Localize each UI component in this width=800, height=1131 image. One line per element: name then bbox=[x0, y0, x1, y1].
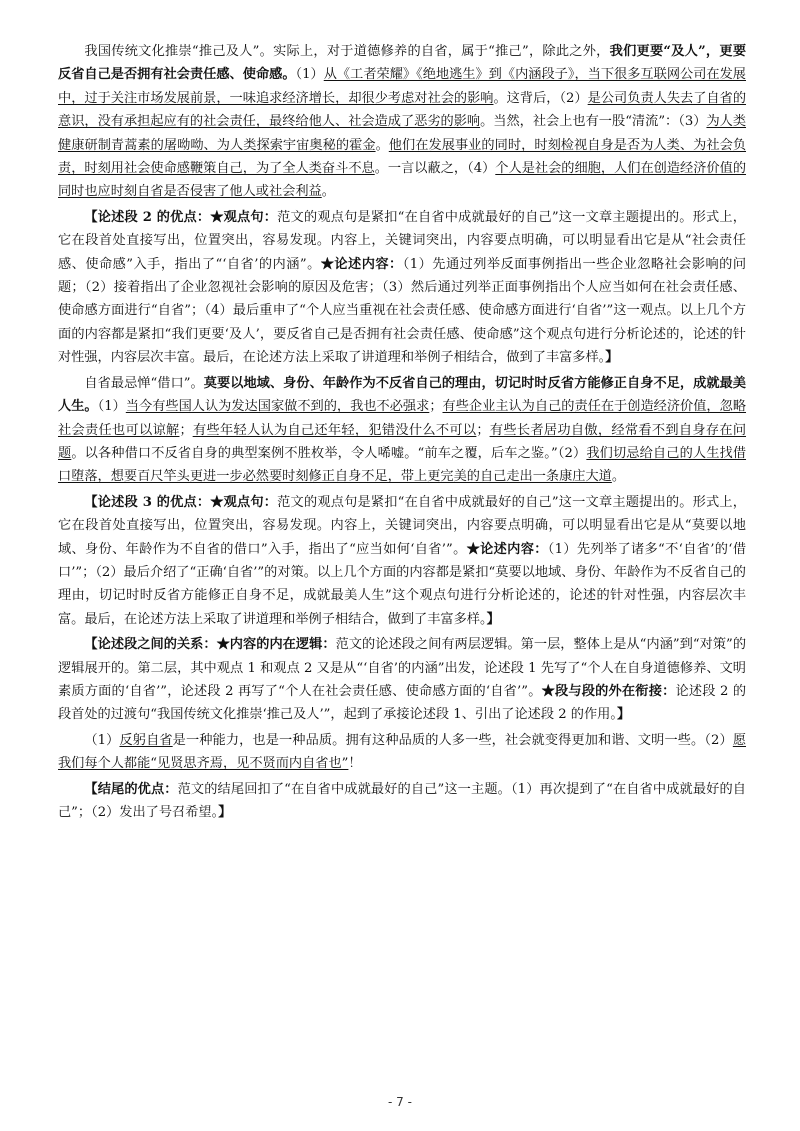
text-run: （1）先通过列举反面事例指出一些企业忽略社会影响的问题；（2）接着指出了企业忽视社会影响的原因及危害；（3）然后通过列举正面事例指出个人应当如何在社会责任感、使命感方面进行“自省”；（4）最后重申了“个人应当重视在社会责任感、使命感方面进行‘自省’”这一观点。以上几个方面的内容都是紧扣“我们更要‘及人’，要反省自己是否拥有社会责任感、使命感”这个观点句进行分析论述的，论述的针对性强，内容层次丰富。最后，在论述方法上采取了讲道理和举例子相结合，做到了丰富多样。 bbox=[58, 256, 747, 366]
paragraph-argument-3 bbox=[58, 372, 746, 489]
text-run: 。 bbox=[375, 137, 389, 153]
text-run: 范文的观点句是紧扣“在自省中成就最好的自己”这一文章主题提出的。形式上，它在段首处直接写出，位置突出，容易发现。内容上，关键词突出，内容要点明确，可以明显看出它是从“莫要以地域、身份、年龄作为不自省的借口”入手，指出了“应当如何‘自省’”。 bbox=[58, 494, 746, 557]
text-run: ； bbox=[179, 422, 193, 438]
paragraph-conclusion bbox=[58, 729, 746, 776]
text-run: 论述段 2 的段首处的过渡句“我国传统文化推崇‘推己及人’”，起到了承接论述段 1、引出了论述段 2 的作用。 bbox=[58, 683, 747, 723]
bold-text-run: 】 bbox=[218, 805, 232, 820]
bold-text-run: 】 bbox=[605, 350, 619, 366]
underlined-text-run: 反躬自省 bbox=[119, 732, 173, 748]
bold-text-run: 】 bbox=[616, 707, 631, 723]
bold-text-run: ★段与段的外在衔接： bbox=[541, 683, 676, 699]
document-body bbox=[58, 40, 746, 824]
text-run: （1） bbox=[84, 732, 120, 748]
text-run: 自省最忌惮“借口”。 bbox=[84, 375, 204, 391]
text-run: 范文的结尾回扣了“在自省中成就最好的自己”这一主题。（1）再次提到了“在自省中成就最好的自己”；（2）发出了号召希望。 bbox=[58, 781, 746, 820]
text-run: 。当然，社会上也有一股“清流”：（3） bbox=[480, 114, 707, 130]
underlined-text-run: 当今有些国人认为发达国家做不到的，我也不必强求 bbox=[125, 399, 430, 415]
bold-text-run: 【结尾的优点： bbox=[84, 781, 178, 797]
commentary-argument-2 bbox=[58, 206, 746, 370]
underlined-text-run: 他们在发展事业的同时，时刻检视自身是否为人类、为社会负责，时刻用社会使命感鞭策自己，为了全人类奋斗不息 bbox=[58, 137, 747, 177]
underlined-text-run: 为人类健康研制青蒿素的屠呦呦、为人类探索宇宙奥秘的霍金 bbox=[58, 114, 747, 153]
text-run: 。一言以蔽之，（4） bbox=[374, 161, 496, 177]
commentary-paragraph-relations bbox=[58, 633, 746, 727]
text-run: 。以各种借口不反省自身的典型案例不胜枚举，令人唏嘘。“前车之覆，后车之鉴。”（2） bbox=[71, 445, 587, 461]
text-run: 范文的论述段之间有两层逻辑。第一层，整体上是从“内涵”到“对策”的逻辑展开的。第二层，其中观点 1 和观点 2 又是从“‘自省’的内涵”出发，论述段 1 先写了“个人在自身道德修养、文明素质方面的‘自省’”，论述段 2 再写了“个人在社会责任感、使命感方面的‘自省’”。 bbox=[58, 637, 747, 699]
text-run: 是一种能力，也是一种品质。拥有这种品质的人多一些，社会就变得更加和谐、文明一些。（2） bbox=[172, 732, 733, 748]
bold-text-run: 莫要以地域、身份、年龄作为不反省自己的理由，切记时时反省方能修正自身不足，成就最美人生。 bbox=[58, 375, 746, 415]
text-run: （1）先列举了诸多“不‘自省’的‘借口’”；（2）最后介绍了“正确‘自省’”的对策。以上几个方面的内容都是紧扣“莫要以地域、身份、年龄作为不反省自己的理由，切记时时反省方能修正自身不足，成就最美人生”这个观点句进行分析论述的，论述的针对性强，内容层次丰富。最后，在论述方法上采取了讲道理和举例子相结合，做到了丰富多样。 bbox=[58, 541, 747, 627]
page-number: - 7 - bbox=[388, 1095, 412, 1109]
underlined-text-run: 愿我们每个人都能“见贤思齐焉，见不贤而内自省也” bbox=[58, 732, 747, 772]
underlined-text-run: 我们切忌给自己的人生找借口堕落，想要百尺竿头更进一步必然要时刻修正自身不足，带上更完美的自己走出一条康庄大道 bbox=[58, 445, 747, 485]
commentary-conclusion bbox=[58, 778, 746, 825]
bold-text-run: 【论述段之间的关系：★内容的内在逻辑： bbox=[84, 637, 336, 653]
text-run: 。 bbox=[321, 184, 335, 200]
text-run: 我国传统文化推崇“推己及人”。实际上，对于道德修养的自省，属于“推己”，除此之外， bbox=[84, 44, 610, 59]
text-run: ； bbox=[476, 422, 490, 438]
text-run: ！ bbox=[348, 756, 362, 772]
commentary-argument-3 bbox=[58, 491, 746, 631]
bold-text-run: ★论述内容： bbox=[320, 256, 403, 272]
bold-text-run: ★论述内容： bbox=[466, 541, 548, 557]
bold-text-run: 【论述段 2 的优点：★观点句： bbox=[84, 209, 278, 225]
text-run: ； bbox=[429, 399, 443, 415]
text-run: 范文的观点句是紧扣“在自省中成就最好的自己”这一文章主题提出的。形式上，它在段首处直接写出，位置突出，容易发现。内容上，关键词突出，内容要点明确，可以明显看出它是从“社会责任感、使命感”入手，指出了“‘自省’的内涵”。 bbox=[58, 209, 746, 272]
text-run: （1） bbox=[97, 399, 126, 415]
text-run: 。这背后，（2） bbox=[493, 90, 588, 106]
paragraph-argument-2 bbox=[58, 40, 746, 204]
underlined-text-run: 有些企业主认为自己的责任在于创造经济价值，忽略社会责任也可以谅解 bbox=[58, 399, 747, 438]
bold-text-run: 我们更要“及人”，更要反省自己是否拥有社会责任感、使命感。 bbox=[58, 44, 747, 83]
underlined-text-run: 有些长者居功自傲，经常看不到自身存在问题 bbox=[58, 422, 747, 461]
underlined-text-run: 有些年轻人认为自己还年轻，犯错没什么不可以 bbox=[192, 422, 477, 438]
bold-text-run: 【论述段 3 的优点：★观点句： bbox=[84, 494, 278, 510]
underlined-text-run: 个人是社会的细胞，人们在创造经济价值的同时也应时刻自省是否侵害了他人或社会利益 bbox=[58, 161, 747, 200]
text-run: （1） bbox=[295, 67, 324, 83]
text-run: 。 bbox=[611, 469, 626, 485]
underlined-text-run: 从《工者荣耀》《绝地逃生》到《内涵段子》，当下很多互联网公司在发展中，过于关注市场发展前景，一味追求经济增长，却很少考虑对社会的影响 bbox=[58, 67, 746, 106]
underlined-text-run: 是公司负责人失去了自省的意识，没有承担起应有的社会责任，最终给他人、社会造成了恶劣的影响 bbox=[58, 90, 747, 130]
bold-text-run: 】 bbox=[486, 611, 500, 627]
